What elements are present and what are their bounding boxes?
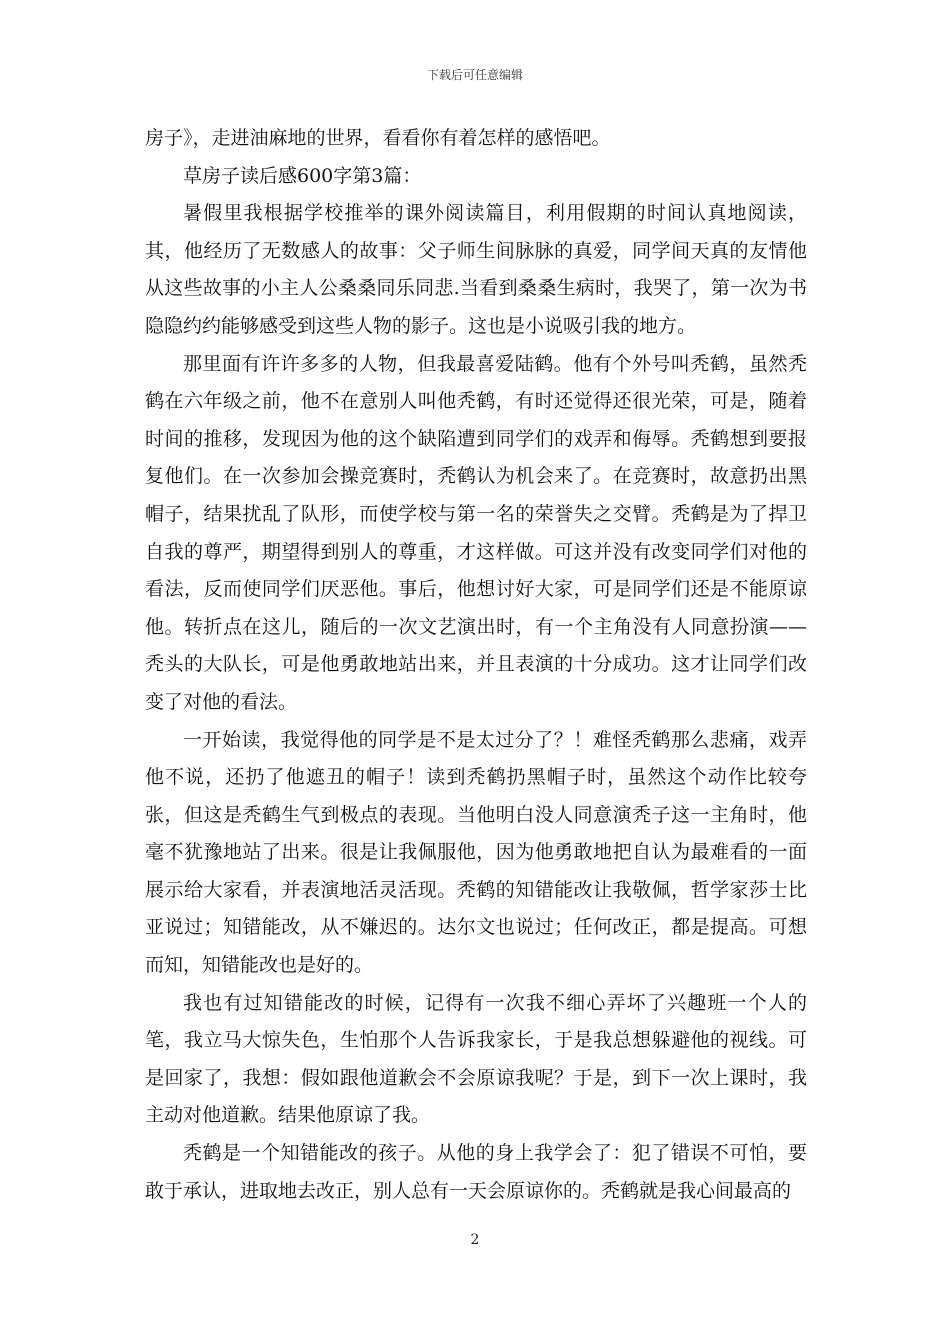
paragraph: 我也有过知错能改的时候，记得有一次我不细心弄坏了兴趣班一个人的笔，我立马大惊失色，生怕那个人告诉我家长，于是我总想躲避他的视线。可是回家了，我想：假如跟他道歉会不会原谅我呢？于是，到下一次上课时，我主动对他道歉。结果他原谅了我。 [145, 991, 807, 1127]
paragraph: 秃鹤是一个知错能改的孩子。从他的身上我学会了：犯了错误不可怕，要敢于承认，进取地去改正，别人总有一天会原谅你的。秃鹤就是我心间最高的 [145, 1142, 807, 1202]
paragraph: 一开始读，我觉得他的同学是不是太过分了？！难怪秃鹤那么悲痛，戏弄他不说，还扔了他遮丑的帽子！读到秃鹤扔黑帽子时，虽然这个动作比较夸张，但这是秃鹤生气到极点的表现。当他明白没人同意演秃子这一主角时，他毫不犹豫地站了出来。很是让我佩服他，因为他勇敢地把自认为最难看的一面展示给大家看，并表演地活灵活现。秃鹤的知错能改让我敬佩，哲学家莎士比亚说过；知错能改，从不嫌迟的。达尔文也说过；任何改正，都是提高。可想而知，知错能改也是好的。 [145, 728, 807, 977]
document-body [145, 120, 807, 1210]
paragraph-continued: 房子》，走进油麻地的世界，看看你有着怎样的感悟吧。 [145, 127, 611, 149]
page-number: 2 [470, 1232, 480, 1248]
paragraph: 暑假里我根据学校推举的课外阅读篇目，利用假期的时间认真地阅读，其，他经历了无数感人的故事：父子师生间脉脉的真爱，同学间天真的友情他从这些故事的小主人公桑桑同乐同悲.当看到桑桑生病时，我哭了，第一次为书隐隐约约能够感受到这些人物的影子。这也是小说吸引我的地方。 [145, 202, 807, 337]
page-header: 下载后可任意编辑 [426, 68, 523, 82]
paragraph: 那里面有许许多多的人物，但我最喜爱陆鹤。他有个外号叫秃鹤，虽然秃鹤在六年级之前，他不在意别人叫他秃鹤，有时还觉得还很光荣，可是，随着时间的推移，发现因为他的这个缺陷遭到同学们的戏弄和侮辱。秃鹤想到要报复他们。在一次参加会操竞赛时，秃鹤认为机会来了。在竞赛时，故意扔出黑帽子，结果扰乱了队形，而使学校与第一名的荣誉失之交臂。秃鹤是为了捍卫自我的尊严，期望得到别人的尊重，才这样做。可这并没有改变同学们对他的看法，反而使同学们厌恶他。事后，他想讨好大家，可是同学们还是不能原谅他。转折点在这儿，随后的一次文艺演出时，有一个主角没有人同意扮演——秃头的大队长，可是他勇敢地站出来，并且表演的十分成功。这才让同学们改变了对他的看法。 [145, 352, 807, 713]
section-heading: 草房子读后感600字第3篇： [183, 164, 422, 187]
